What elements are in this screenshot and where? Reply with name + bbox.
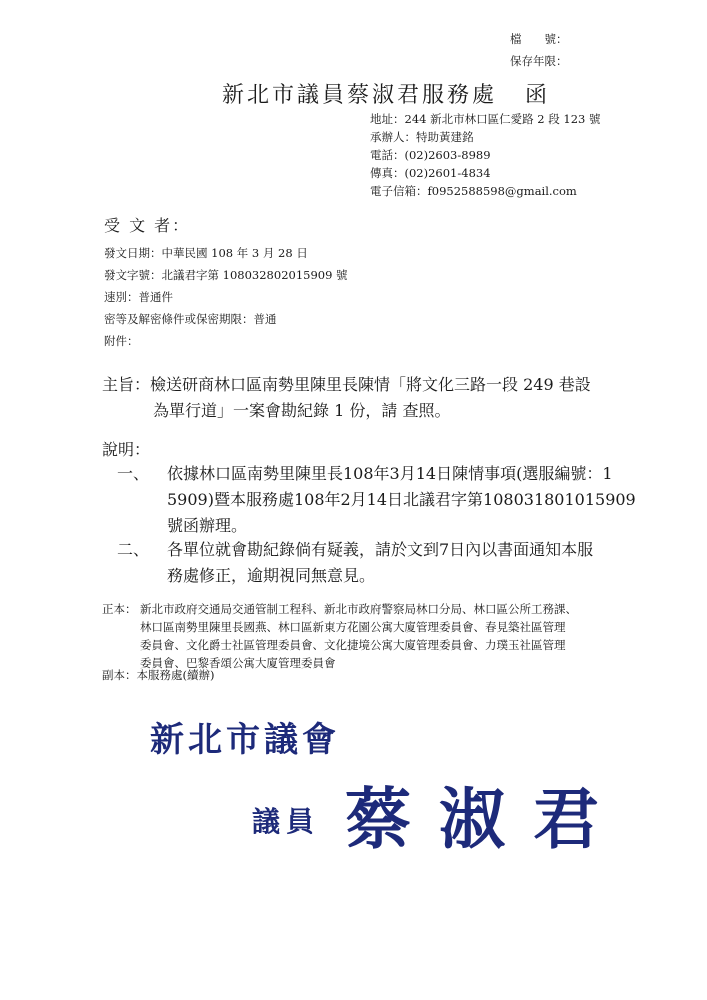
email: 電子信箱：f0952588598@gmail.com: [370, 184, 577, 198]
speed: 速別：普通件: [104, 290, 173, 304]
item-1-line-1: 依據林口區南勢里陳里長108年3月14日陳情事項(選服編號：1: [167, 464, 613, 483]
doc-type: 函: [525, 83, 551, 108]
secrecy: 密等及解密條件或保密期限：普通: [104, 312, 277, 326]
main-copy-list: [140, 600, 577, 672]
carbon-copy: [102, 666, 214, 684]
main-copy-line-3: 委員會、文化爵士社區管理委員會、文化捷境公寓大廈管理委員會、力璞玉社區管理: [140, 638, 566, 652]
main-copy-line-2: 林口區南勢里陳里長國燕、林口區新東方花園公寓大廈管理委員會、春見築社區管理: [140, 620, 566, 634]
file-number-label: 檔 號：: [510, 32, 568, 46]
item-1-line-3: 號函辦理。: [167, 516, 248, 535]
main-copy-label: 正本：: [102, 602, 137, 616]
subject-text-1: 檢送研商林口區南勢里陳里長陳情「將文化三路一段 249 巷設: [150, 375, 591, 394]
fax: 傳真：(02)2601-4834: [370, 166, 491, 180]
subject-text-2: 為單行道」一案會勘紀錄 1 份，請 查照。: [153, 401, 451, 420]
document-header: [222, 78, 550, 109]
recipient-label: 受 文 者：: [104, 216, 191, 235]
name-stamp: 蔡淑君: [345, 780, 627, 858]
main-copy-line-4: 委員會、巴黎香頌公寓大廈管理委員會: [140, 656, 336, 670]
handler: 承辦人：特助黃建銘: [370, 130, 474, 144]
item-2-line-2: 務處修正，逾期視同無意見。: [167, 566, 376, 585]
doc-number: 發文字號：北議君字第 108032802015909 號: [104, 268, 348, 282]
explanation-label: 說明：: [102, 440, 151, 459]
meta-block: [104, 242, 348, 352]
item-2-line-1: 各單位就會勘紀錄倘有疑義，請於文到7日內以書面通知本服: [167, 540, 594, 559]
item-1-line-2: 5909)暨本服務處108年2月14日北議君字第108031801015909: [167, 490, 636, 509]
retention-period-label: 保存年限：: [510, 54, 568, 68]
title-stamp: 議員: [252, 805, 321, 838]
cc-label: 副本：: [102, 668, 137, 682]
council-stamp: 新北市議會: [150, 720, 340, 760]
issue-date: 發文日期：中華民國 108 年 3 月 28 日: [104, 246, 308, 260]
main-copy-line-1: 新北市政府交通局交通管制工程科、新北市政府警察局林口分局、林口區公所工務課、: [140, 602, 577, 616]
attachment: 附件：: [104, 334, 139, 348]
item-1-num: 一、: [117, 464, 150, 483]
org-title: 新北市議員蔡淑君服務處: [222, 83, 498, 108]
subject-line-1: [102, 372, 591, 398]
subject-label: 主旨：: [102, 375, 151, 394]
cc-text: 本服務處(續辦): [136, 668, 215, 682]
contact-block: [370, 110, 601, 200]
phone: 電話：(02)2603-8989: [370, 148, 491, 162]
item-2-num: 二、: [117, 540, 150, 559]
address: 地址：244 新北市林口區仁愛路 2 段 123 號: [370, 112, 601, 126]
